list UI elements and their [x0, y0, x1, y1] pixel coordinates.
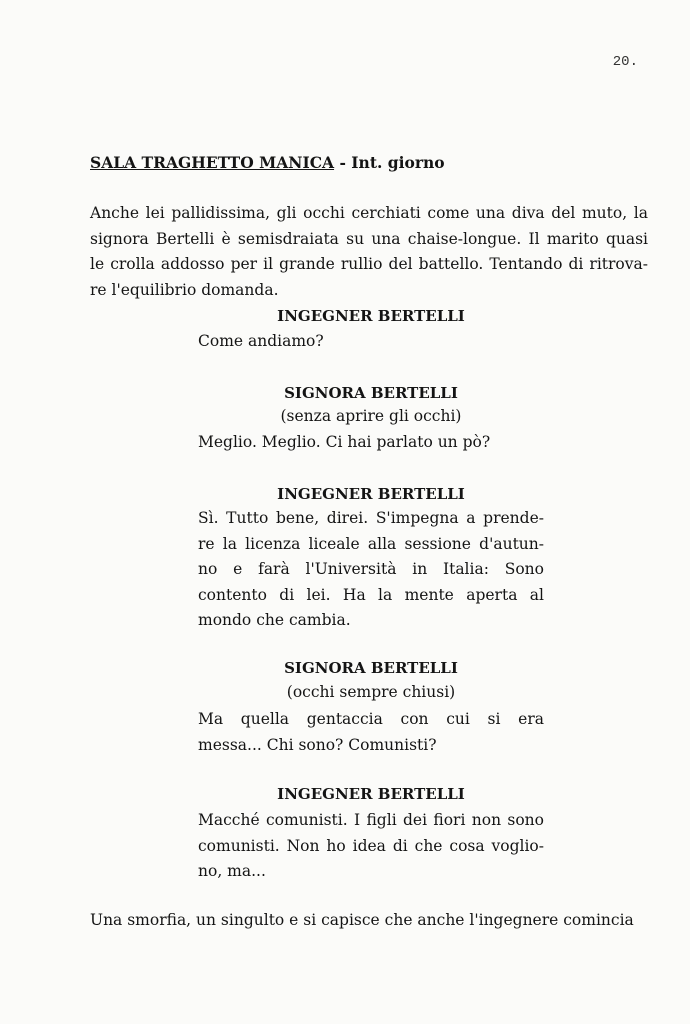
dialogue-line: Sì. Tutto bene, direi. S'impegna a prende- — [198, 509, 544, 527]
dialogue — [198, 808, 544, 885]
action-paragraph-1 — [90, 201, 648, 303]
character-cue: SIGNORA BERTELLI — [284, 659, 458, 677]
dialogue-line: mondo che cambia. — [198, 611, 351, 629]
dialogue-line: Meglio. Meglio. Ci hai parlato un pò? — [198, 433, 491, 451]
action-line: le crolla addosso per il grande rullio del battello. Tentando di ritrova- — [90, 255, 648, 273]
dialogue — [198, 430, 544, 456]
character-cue: SIGNORA BERTELLI — [284, 384, 458, 402]
page-number: 20. — [612, 54, 638, 70]
action-paragraph-2 — [90, 908, 648, 934]
scene-heading — [90, 153, 445, 172]
action-line: re l'equilibrio domanda. — [90, 280, 279, 299]
parenthetical: (senza aprire gli occhi) — [280, 407, 462, 425]
dialogue-line: Ma quella gentaccia con cui si era — [198, 710, 544, 728]
parenthetical: (occhi sempre chiusi) — [286, 683, 456, 701]
character-cue: INGEGNER BERTELLI — [277, 307, 465, 325]
dialogue-line: Come andiamo? — [198, 332, 324, 350]
dialogue-line: messa... Chi sono? Comunisti? — [198, 735, 437, 754]
action-line: Anche lei pallidissima, gli occhi cerchiati come una diva del muto, la — [90, 204, 648, 222]
dialogue — [198, 707, 544, 758]
dialogue-line: re la licenza liceale alla sessione d'autun- — [198, 534, 544, 553]
action-line: signora Bertelli è semisdraiata su una chaise-longue. Il marito quasi — [90, 229, 648, 248]
dialogue-line: contento di lei. Ha la mente aperta al — [198, 585, 544, 604]
dialogue — [198, 329, 544, 355]
character-cue: INGEGNER BERTELLI — [277, 485, 465, 503]
action-line: Una smorfia, un singulto e si capisce che anche l'ingegnere comincia — [90, 911, 634, 929]
dialogue-line: no, ma... — [198, 862, 266, 880]
dialogue — [198, 506, 544, 634]
dialogue-line: Macché comunisti. I figli dei fiori non sono — [198, 811, 544, 829]
character-cue: INGEGNER BERTELLI — [277, 785, 465, 803]
scene-location: SALA TRAGHETTO MANICA — [90, 153, 335, 172]
scene-time: Int. giorno — [351, 153, 445, 172]
dialogue-line: comunisti. Non ho idea di che cosa voglio- — [198, 836, 544, 855]
scene-separator: - — [334, 153, 352, 172]
dialogue-line: no e farà l'Università in Italia: Sono — [198, 560, 544, 578]
